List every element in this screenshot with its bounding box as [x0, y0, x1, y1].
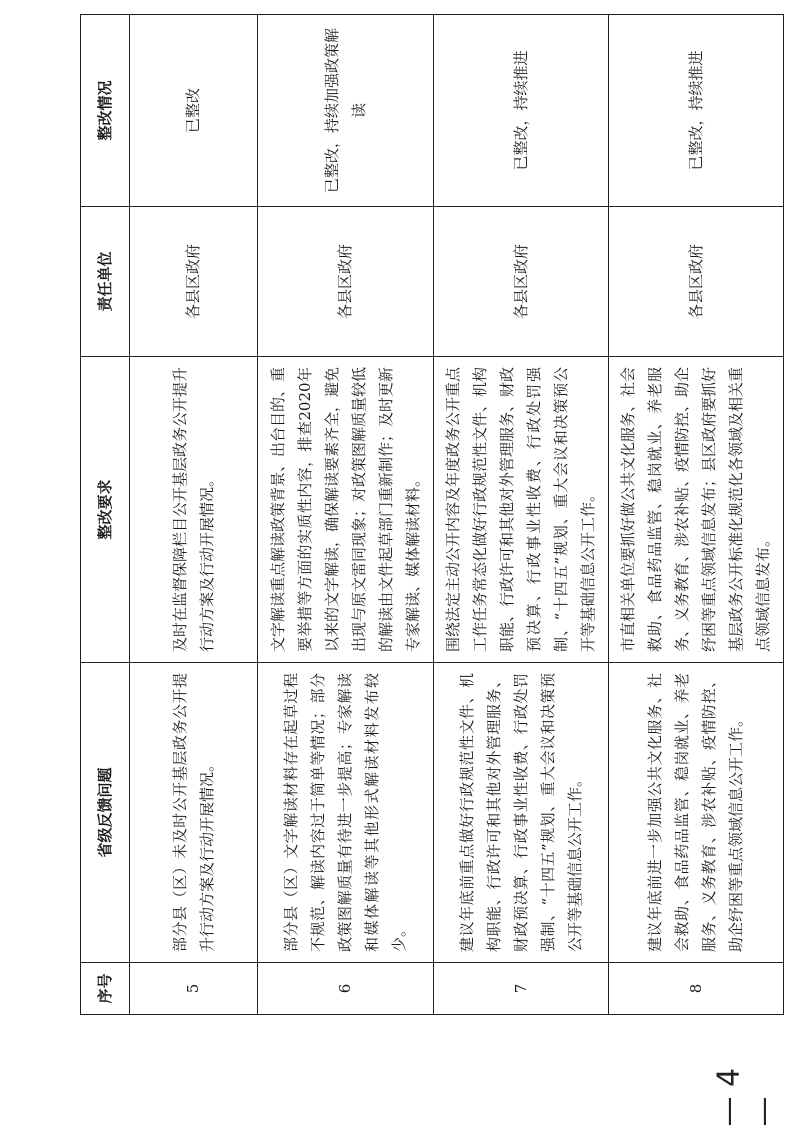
- row-no: 7: [434, 963, 609, 1015]
- page-number: — 4 —: [711, 1067, 782, 1127]
- row-unit: 各县区政府: [130, 207, 258, 357]
- row-no: 8: [609, 963, 784, 1015]
- table-row: [609, 15, 784, 1015]
- row-issue: 部分县（区）未及时公开基层政务公开提升行动方案及行动开展情况。: [130, 663, 258, 963]
- table-row: [130, 15, 258, 1015]
- row-requirement: 文字解读重点解读政策背景、出台目的、重要举措等方面的实质性内容，排查2020年以来的文字解读，确保解读要素齐全，避免出现与原文雷同现象；对政策图解质量较低的解读由文件起草部门重新制作；及时更新专家解读、媒体解读材料。: [258, 357, 434, 663]
- row-issue: 部分县（区）文字解读材料存在起草过程不规范、解读内容过于简单等情况；部分政策图解质量有待进一步提高；专家解读和媒体解读等其他形式解读材料发布较少。: [258, 663, 434, 963]
- row-requirement: 围绕法定主动公开内容及年度政务公开重点工作任务常态化做好行政规范性文件、机构职能、行政许可和其他对外管理服务、财政预决算、行政事业性收费、行政处罚强制、“十四五”规划、重大会议和决策预公开等基础信息公开工作。: [434, 357, 609, 663]
- rotated-table-sheet: [80, 15, 772, 1015]
- table-row: [434, 15, 609, 1015]
- row-unit: 各县区政府: [434, 207, 609, 357]
- header-requirement: 整改要求: [81, 357, 130, 663]
- header-no: 序号: [81, 963, 130, 1015]
- row-status: 已整改: [130, 15, 258, 207]
- row-issue: 建议年底前重点做好行政规范性文件、机构职能、行政许可和其他对外管理服务、财政预决算、行政事业性收费、行政处罚强制、“十四五”规划、重大会议和决策预公开等基础信息公开工作。: [434, 663, 609, 963]
- header-status: 整改情况: [81, 15, 130, 207]
- row-status: 已整改，持续推进: [434, 15, 609, 207]
- row-no: 5: [130, 963, 258, 1015]
- table-header-row: [81, 15, 130, 1015]
- row-unit: 各县区政府: [258, 207, 434, 357]
- rectification-table: [80, 14, 784, 1015]
- table-row: [258, 15, 434, 1015]
- row-unit: 各县区政府: [609, 207, 784, 357]
- row-requirement: 市直相关单位要抓好做公共文化服务、社会救助、食品药品监管、稳岗就业、养老服务、义务教育、涉农补贴、疫情防控、助企纾困等重点领域信息发布；县区政府要抓好基层政务公开标准化规范化各领域及相关重点领域信息发布。: [609, 357, 784, 663]
- row-issue: 建议年底前进一步加强公共文化服务、社会救助、食品药品监管、稳岗就业、养老服务、义务教育、涉农补贴、疫情防控、助企纾困等重点领域信息公开工作。: [609, 663, 784, 963]
- row-no: 6: [258, 963, 434, 1015]
- row-status: 已整改，持续推进: [609, 15, 784, 207]
- row-requirement: 及时在监督保障栏目公开基层政务公开提升行动方案及行动开展情况。: [130, 357, 258, 663]
- row-status: 已整改，持续加强政策解读: [258, 15, 434, 207]
- header-unit: 责任单位: [81, 207, 130, 357]
- header-issue: 省级反馈问题: [81, 663, 130, 963]
